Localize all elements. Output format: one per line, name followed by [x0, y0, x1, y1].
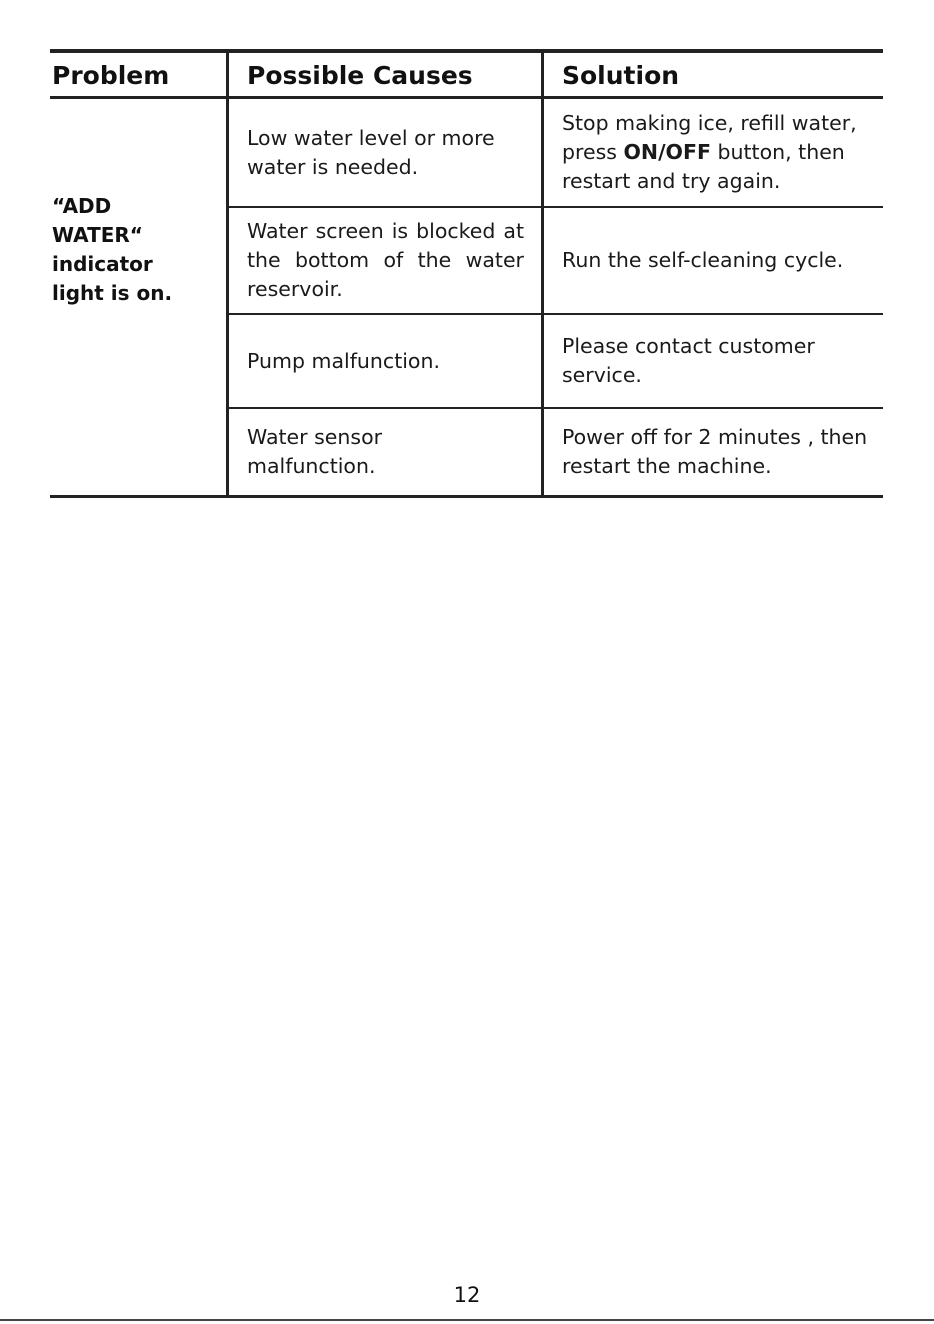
solution-text: Power off for 2 minutes , then restart the machine. [562, 425, 868, 478]
problem-line: WATER“ [52, 223, 143, 247]
page-bottom-rule [0, 1319, 934, 1321]
cause-cell [247, 409, 524, 495]
problem-text [52, 192, 222, 308]
column-divider-2 [541, 51, 544, 497]
header-problem: Problem [52, 61, 170, 90]
table-top-rule [50, 49, 883, 53]
on-off-button-label: ON/OFF [623, 140, 711, 164]
column-divider-1 [226, 51, 229, 497]
solution-text-part: button, then restart and try again. [562, 140, 845, 193]
solution-text [562, 109, 883, 196]
cause-text: Water sensor malfunction. [247, 425, 383, 478]
solution-cell [562, 409, 883, 495]
cause-cell [247, 99, 524, 206]
solution-cell [562, 315, 883, 407]
solution-text: Please contact customer service. [562, 334, 815, 387]
cause-cell [247, 315, 524, 407]
problem-line: light is on. [52, 281, 173, 305]
page-number: 12 [453, 1283, 481, 1307]
table-bottom-rule [50, 495, 883, 498]
solution-text-part: Stop making ice, refill water, press [562, 111, 857, 164]
cause-text: Low water level or more water is needed. [247, 125, 495, 179]
solution-text: Run the self-cleaning cycle. [562, 248, 844, 272]
solution-cell [562, 208, 883, 313]
cause-text: Pump malfunction. [247, 348, 440, 373]
problem-line: “ADD [52, 194, 112, 218]
troubleshooting-table [50, 49, 883, 498]
problem-line: indicator [52, 252, 153, 276]
header-possible-causes: Possible Causes [247, 61, 473, 90]
cause-text: Water screen is blocked at the bottom of the water reservoir. [247, 219, 524, 301]
cause-cell [247, 208, 524, 313]
header-solution: Solution [562, 61, 680, 90]
solution-cell [562, 99, 883, 206]
